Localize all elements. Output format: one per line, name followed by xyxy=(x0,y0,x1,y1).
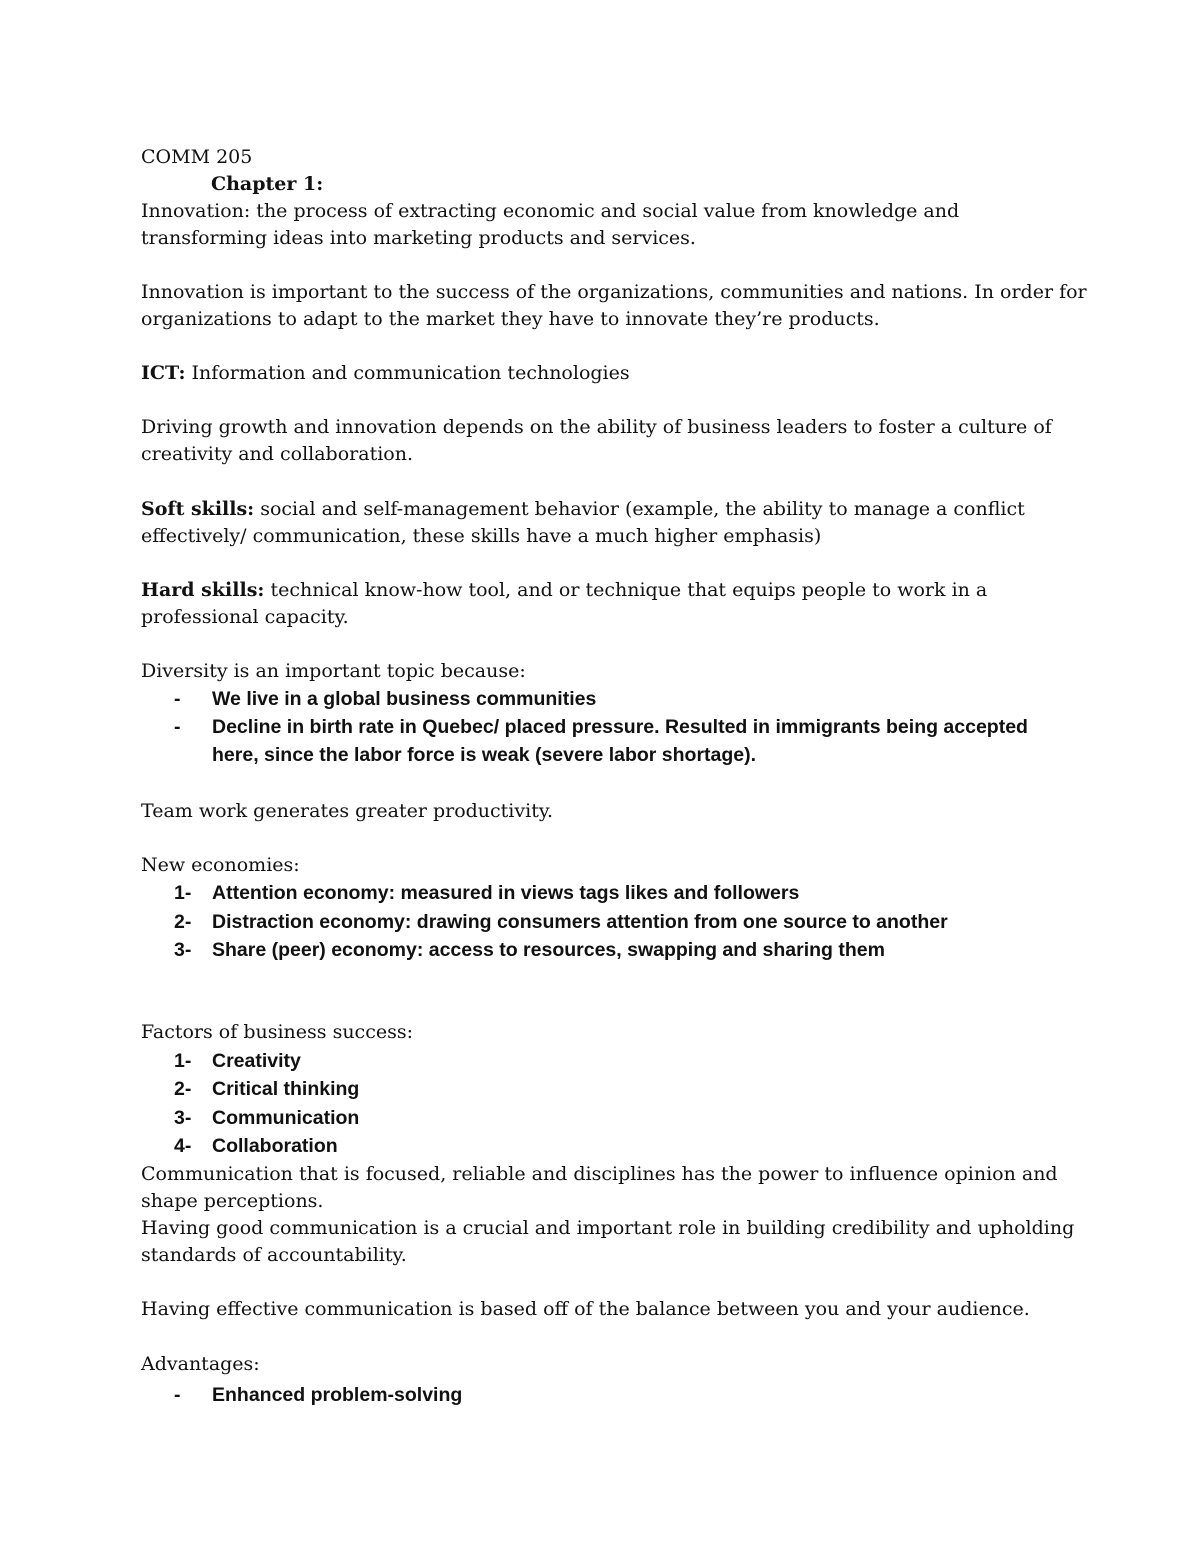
ict-text: Information and communication technologies xyxy=(185,362,630,384)
economy-item: Attention economy: measured in views tags likes and followers xyxy=(212,882,800,904)
hard-skills-term: Hard skills: xyxy=(141,579,265,601)
innovation-definition-line-2: transforming ideas into marketing products and services. xyxy=(141,227,696,249)
bullet-marker: - xyxy=(174,688,181,710)
chapter-heading: Chapter 1: xyxy=(211,173,324,195)
bullet-marker: - xyxy=(174,1384,181,1406)
soft-skills-line-2: effectively/ communication, these skills have a much higher emphasis) xyxy=(141,525,822,547)
bullet-marker: - xyxy=(174,716,181,738)
communication-p1-line-1: Communication that is focused, reliable and disciplines has the power to influence opinion and xyxy=(141,1163,1058,1185)
factor-number: 4- xyxy=(174,1135,192,1157)
hard-skills-text: technical know-how tool, and or technique that equips people to work in a xyxy=(264,579,988,601)
factor-item: Communication xyxy=(212,1107,360,1129)
ict-term: ICT: xyxy=(141,362,186,384)
communication-p3: Having effective communication is based off of the balance between you and your audience. xyxy=(141,1298,1030,1320)
diversity-intro: Diversity is an important topic because: xyxy=(141,660,526,682)
factor-number: 2- xyxy=(174,1078,192,1100)
factors-intro: Factors of business success: xyxy=(141,1021,413,1043)
advantages-intro: Advantages: xyxy=(141,1353,260,1375)
diversity-item-2-line-1: Decline in birth rate in Quebec/ placed pressure. Resulted in immigrants being accepted xyxy=(212,716,1028,738)
economy-number: 1- xyxy=(174,882,192,904)
diversity-item-2-line-2: here, since the labor force is weak (severe labor shortage). xyxy=(212,744,757,766)
communication-p1-line-2: shape perceptions. xyxy=(141,1190,324,1212)
factor-number: 1- xyxy=(174,1050,192,1072)
innovation-importance-line-2: organizations to adapt to the market they have to innovate they’re products. xyxy=(141,308,880,330)
innovation-importance-line-1: Innovation is important to the success of the organizations, communities and nations. In order for xyxy=(141,281,1087,303)
soft-skills-term: Soft skills: xyxy=(141,498,255,520)
economies-intro: New economies: xyxy=(141,854,300,876)
soft-skills-line-1 xyxy=(141,496,1025,522)
diversity-item-1: We live in a global business communities xyxy=(212,688,597,710)
economy-number: 2- xyxy=(174,911,192,933)
growth-line-1: Driving growth and innovation depends on the ability of business leaders to foster a culture of xyxy=(141,416,1052,438)
growth-line-2: creativity and collaboration. xyxy=(141,443,413,465)
communication-p2-line-1: Having good communication is a crucial and important role in building credibility and upholding xyxy=(141,1217,1075,1239)
factor-item: Creativity xyxy=(212,1050,301,1072)
factor-item: Collaboration xyxy=(212,1135,338,1157)
teamwork-statement: Team work generates greater productivity. xyxy=(141,800,554,822)
soft-skills-text: social and self-management behavior (example, the ability to manage a conflict xyxy=(254,498,1025,520)
ict-definition xyxy=(141,360,630,386)
economy-item: Share (peer) economy: access to resources, swapping and sharing them xyxy=(212,939,885,961)
factor-item: Critical thinking xyxy=(212,1078,360,1100)
factor-number: 3- xyxy=(174,1107,192,1129)
hard-skills-line-1 xyxy=(141,577,987,603)
hard-skills-line-2: professional capacity. xyxy=(141,606,349,628)
innovation-definition-line-1: Innovation: the process of extracting economic and social value from knowledge and xyxy=(141,200,960,222)
communication-p2-line-2: standards of accountability. xyxy=(141,1244,407,1266)
course-code: COMM 205 xyxy=(141,146,253,168)
advantage-item-1: Enhanced problem-solving xyxy=(212,1384,463,1406)
economy-number: 3- xyxy=(174,939,192,961)
economy-item: Distraction economy: drawing consumers attention from one source to another xyxy=(212,911,948,933)
